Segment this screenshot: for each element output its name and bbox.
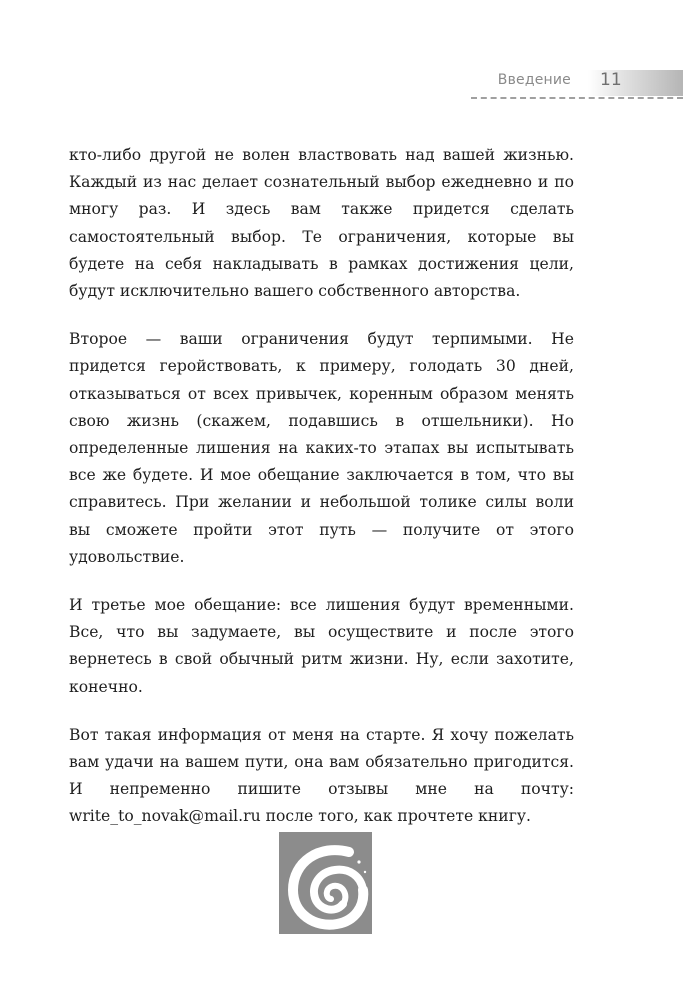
paragraph-2: Второе — ваши ограничения будут терпимыми. Не придется геройствовать, к примеру, голодать 30 дней, отказываться от всех привычек, коренным образом менять свою жизнь (скажем, подавшись в отшельники). Но определенные лишения на каких-то этапах вы испытывать все же будете. И мое обещание заключается в том, что вы справитесь. При желании и небольшой толике силы воли вы сможете пройти этот путь — получите от этого удовольствие. xyxy=(69,330,574,566)
page-body xyxy=(69,142,574,852)
spiral-icon xyxy=(279,832,372,934)
paragraph-4: Вот такая информация от меня на старте. Я хочу пожелать вам удачи на вашем пути, она вам обязательно пригодится. И непременно пишите отзывы мне на почту: write_to_novak@mail.ru после того, как прочтете книгу. xyxy=(69,725,574,826)
paragraph-3: И третье мое обещание: все лишения будут временными. Все, что вы задумаете, вы осуществите и после этого вернетесь в свой обычный ритм жизни. Ну, если захотите, конечно. xyxy=(69,596,574,696)
header-dashed-rule xyxy=(471,97,683,99)
page-number: 11 xyxy=(600,70,622,90)
header-section-title: Введение xyxy=(497,72,571,88)
running-header xyxy=(0,0,683,110)
paragraph-1: кто-либо другой не волен властвовать над вашей жизнью. Каждый из нас делает сознательный выбор ежедневно и по многу раз. И здесь вам также придется сделать самостоятельный выбор. Те ограничения, которые вы будете на себя накладывать в рамках достижения цели, будут исключительно вашего собственного авторства. xyxy=(69,146,574,301)
